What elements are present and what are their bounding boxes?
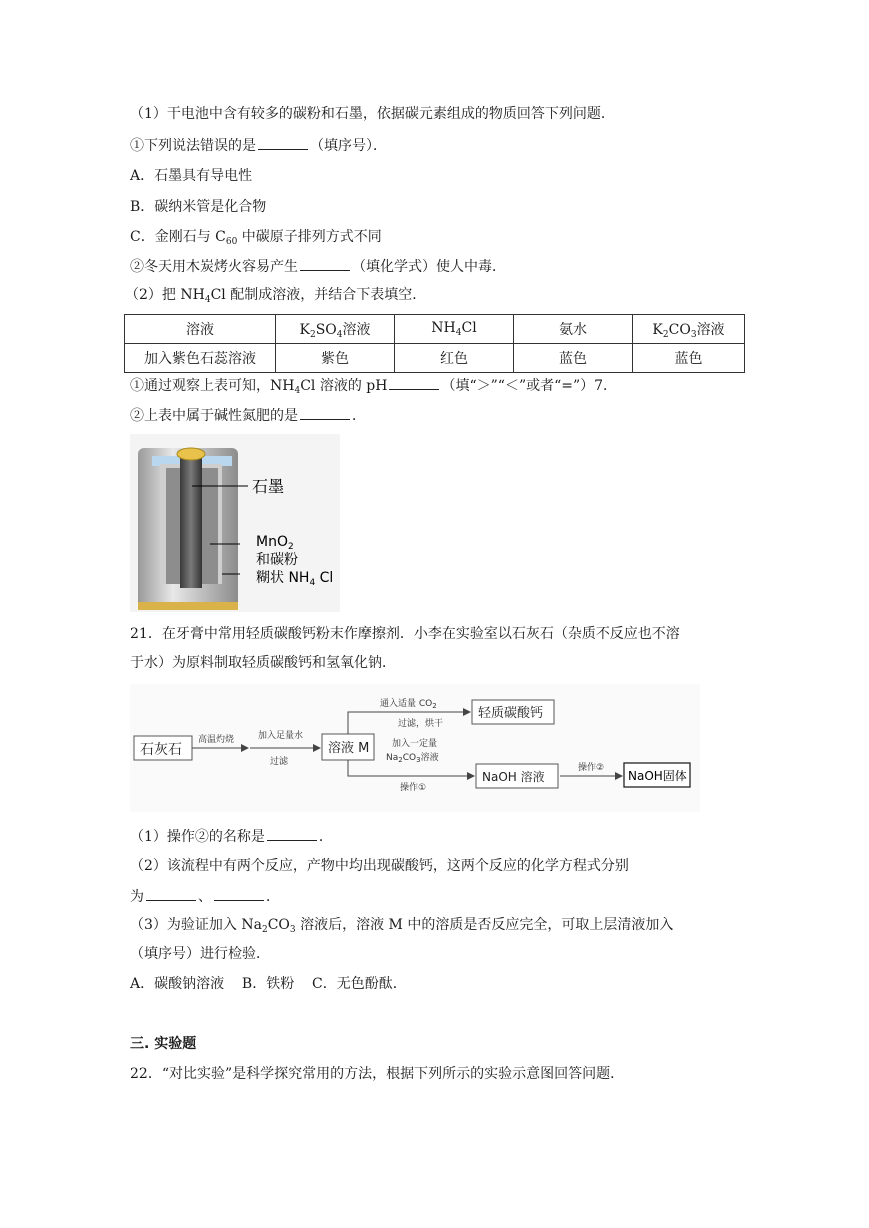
section-heading: 三. 实验题 [130,1036,197,1052]
indicator-table [124,314,745,373]
table-header: $K_2CO_3$溶液 [633,315,745,344]
answer-blank[interactable] [300,256,350,271]
label-filter-dry: 过滤，烘干 [398,719,444,729]
answer-blank[interactable] [389,375,439,390]
label-add-amount: 加入一定量 [392,739,438,749]
label-nh4cl-paste: 糊状 $NH_4$ Cl [256,570,334,588]
label-na2co3-solution: $Na_2CO_3$溶液 [386,753,439,764]
table-header: $NH_4Cl$ [395,315,514,344]
q21-options: A．碳酸钠溶液 B．铁粉 C．无色酚酞． [130,976,407,992]
q21-question3-line2: （填序号）进行检验． [130,946,270,962]
q21-question2-line1: （2）该流程中有两个反应，产物中均出现碳酸钙，这两个反应的化学方程式分别 [130,858,629,874]
table-cell: 加入紫色石蕊溶液 [125,344,276,373]
label-solution-m: 溶液 M [328,741,370,756]
table-header: 氨水 [514,315,633,344]
q20-part2: （2）把 $NH_4Cl$ 配制成溶液，并结合下表填空． [125,287,427,305]
table-cell: 蓝色 [514,344,633,373]
label-operation-2: 操作② [578,763,605,773]
q20-table-q1: ①通过观察上表可知，$NH_4Cl$ 溶液的 pH （填“＞”“＜”或者“=”）7． [130,375,617,401]
answer-blank[interactable] [267,826,317,841]
label-add-co2: 通入适量 $CO_2$ [380,699,437,710]
label-operation-1: 操作① [400,783,427,793]
label-light-caco3: 轻质碳酸钙 [478,706,544,721]
q21-question3-line1: （3）为验证加入 $Na_2CO_3$ 溶液后，溶液 M 中的溶质是否反应完全，可取上层清液加入 [130,917,674,935]
table-header: $K_2SO_4$溶液 [276,315,395,344]
table-cell: 蓝色 [633,344,745,373]
q20-sub1: ①下列说法错误的是 （填序号）． [130,135,387,156]
process-flow-diagram [130,684,700,812]
label-naoh-solid: NaOH固体 [628,769,687,783]
answer-blank[interactable] [214,886,264,901]
label-calcine: 高温灼烧 [198,735,235,745]
table-row [125,315,745,344]
q20-part1: （1）干电池中含有较多的碳粉和石墨，依据碳元素组成的物质回答下列问题． [130,106,615,122]
answer-blank[interactable] [258,135,308,150]
q21-text-line2: 于水）为原料制取轻质碳酸钙和氢氧化钠． [130,655,396,671]
dry-battery-figure [130,434,340,612]
answer-blank[interactable] [146,886,196,901]
q20-option-b: B．碳纳米管是化合物 [130,199,267,215]
table-cell: 紫色 [276,344,395,373]
q22-text: 22．“对比实验”是科学探究常用的方法，根据下列所示的实验示意图回答问题． [130,1066,625,1082]
label-limestone: 石灰石 [140,742,182,758]
q21-question2-line2: 为 、 ． [130,886,280,907]
table-row [125,344,745,373]
label-filter: 过滤 [270,757,289,767]
table-cell: 红色 [395,344,514,373]
q20-option-c: C．金刚石与 $C_{60}$ 中碳原子排列方式不同 [130,229,382,247]
q20-option-a: A．石墨具有导电性 [130,168,253,184]
label-carbon-powder: 和碳粉 [256,552,298,568]
label-naoh-solution: NaOH 溶液 [482,770,545,784]
q21-question1: （1）操作②的名称是 ． [130,826,333,847]
label-add-water: 加入足量水 [258,731,304,741]
table-header: 溶液 [125,315,276,344]
q20-table-q2: ②上表中属于碱性氮肥的是 ． [130,405,366,426]
q21-text-line1: 21．在牙膏中常用轻质碳酸钙粉末作摩擦剂．小李在实验室以石灰石（杂质不反应也不溶 [130,626,680,642]
label-graphite: 石墨 [252,477,285,496]
answer-blank[interactable] [300,405,350,420]
q20-sub2: ②冬天用木炭烤火容易产生 （填化学式）使人中毒． [130,256,506,277]
label-mno2: MnO$_2$ [256,534,294,552]
